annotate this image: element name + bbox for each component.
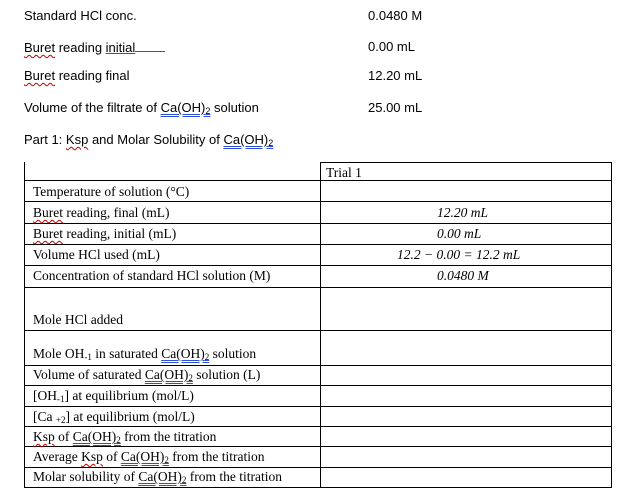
row-line — [24, 446, 611, 447]
filtrate-label-pre: Volume of the filtrate of — [24, 100, 161, 115]
row-line — [24, 265, 611, 266]
buret-word: Buret — [33, 205, 63, 220]
part-heading — [24, 132, 273, 148]
row-volume-saturated-label — [33, 367, 260, 383]
filtrate-label — [24, 100, 259, 116]
row-volume-hcl-label: Volume HCl used (mL) — [33, 247, 160, 262]
chem-sub: 2 — [268, 138, 274, 148]
row-line — [24, 365, 611, 366]
buret-final-value: 12.20 mL — [368, 68, 423, 83]
table-divider — [320, 162, 321, 488]
buret-final-label — [24, 68, 130, 83]
row-oh-equilibrium-label — [33, 388, 194, 404]
row-mole-hcl-label: Mole HCl added — [33, 312, 123, 327]
oh-eq-pre: [OH — [33, 388, 57, 403]
chem-text: Ca(OH) — [144, 367, 189, 382]
row-average-ksp-label — [33, 449, 264, 465]
part-label-mid: and Molar Solubility of — [88, 132, 224, 147]
filtrate-label-post: solution — [210, 100, 259, 115]
ksp-word: Ksp — [65, 132, 89, 147]
chem-text: Ca(OH) — [138, 469, 182, 484]
chem-sub: 2 — [188, 373, 193, 383]
chem-text: Ca(OH) — [161, 346, 205, 361]
row-line — [24, 201, 611, 202]
charge-sub: +2 — [55, 415, 66, 425]
table-bottom — [24, 487, 611, 488]
chem-formula — [145, 367, 193, 382]
std-hcl-label: Standard HCl conc. — [24, 8, 137, 23]
vol-sat-pre: Volume of saturated — [33, 367, 145, 382]
row-line — [24, 244, 611, 245]
row-line — [24, 330, 611, 331]
chem-formula — [161, 100, 211, 115]
chem-formula — [73, 429, 121, 444]
chem-sub: 2 — [204, 352, 210, 362]
row-ksp-label — [33, 429, 216, 445]
avg-ksp-mid: of — [102, 449, 121, 464]
molar-sol-post: from the titration — [186, 469, 282, 484]
row-line — [24, 426, 611, 427]
chem-text: Ca(OH) — [160, 100, 206, 115]
buret-initial-value: 0.00 mL — [368, 39, 415, 54]
buret-final-label-rest: reading, final (mL) — [63, 205, 170, 220]
chem-sub: 2 — [164, 455, 169, 465]
ksp-word: Ksp — [33, 429, 55, 444]
initial-word: initial — [105, 40, 136, 55]
chem-formula — [138, 469, 186, 484]
avg-ksp-post: from the titration — [168, 449, 265, 464]
chem-formula — [223, 132, 273, 147]
row-line — [24, 467, 611, 468]
row-mole-oh-label — [33, 346, 256, 362]
avg-ksp-pre: Average — [33, 449, 82, 464]
mole-oh-mid: in saturated — [91, 346, 162, 361]
buret-initial-label-rest: reading — [55, 40, 106, 55]
ca-eq-post: ] at equilibrium (mol/L) — [65, 409, 195, 424]
ca-eq-pre: [Ca — [33, 409, 56, 424]
molar-sol-pre: Molar solubility of — [33, 469, 139, 484]
oh-eq-post: ] at equilibrium (mol/L) — [64, 388, 194, 403]
filtrate-value: 25.00 mL — [368, 100, 423, 115]
ksp-mid: of — [54, 429, 73, 444]
row-buret-final-value: 12.20 mL — [437, 205, 489, 220]
row-ca-equilibrium-label — [33, 409, 195, 425]
buret-initial-label-rest: reading, initial (mL) — [63, 226, 177, 241]
row-buret-initial-label — [33, 226, 176, 242]
chem-formula — [121, 449, 169, 464]
row-line — [24, 223, 611, 224]
row-concentration-label: Concentration of standard HCl solution (M) — [33, 268, 271, 283]
chem-sub: 2 — [205, 106, 211, 116]
mole-oh-pre: Mole OH — [33, 346, 85, 361]
table-top-right — [320, 162, 611, 163]
buret-word: Buret — [24, 68, 56, 83]
charge-sub: -1 — [84, 352, 92, 362]
buret-word: Buret — [33, 226, 63, 241]
part-label-pre: Part 1: — [24, 132, 66, 147]
std-hcl-value: 0.0480 M — [368, 8, 423, 23]
buret-initial-label — [24, 39, 165, 55]
row-line — [24, 385, 611, 386]
table-border-left — [24, 162, 25, 488]
buret-final-label-rest: reading final — [55, 68, 130, 83]
row-concentration-value: 0.0480 M — [437, 268, 489, 283]
blank-underline — [135, 39, 165, 52]
row-buret-final-label — [33, 205, 169, 221]
row-temperature-label: Temperature of solution (°C) — [33, 184, 190, 199]
row-buret-initial-value: 0.00 mL — [437, 226, 482, 241]
mole-oh-post: solution — [209, 346, 257, 361]
row-line — [24, 180, 611, 181]
row-line — [24, 287, 611, 288]
chem-sub: 2 — [181, 475, 187, 485]
trial-header: Trial 1 — [326, 165, 362, 180]
chem-formula — [161, 346, 209, 361]
row-volume-hcl-value: 12.2 − 0.00 = 12.2 mL — [397, 247, 521, 262]
buret-word: Buret — [24, 40, 56, 55]
chem-text: Ca(OH) — [72, 429, 117, 444]
row-line — [24, 406, 611, 407]
vol-sat-post: solution (L) — [192, 367, 261, 382]
chem-text: Ca(OH) — [223, 132, 269, 147]
ksp-post: from the titration — [120, 429, 217, 444]
ksp-word: Ksp — [81, 449, 103, 464]
chem-text: Ca(OH) — [120, 449, 165, 464]
charge-sub: -1 — [57, 394, 65, 404]
row-molar-solubility-label — [33, 469, 282, 485]
chem-sub: 2 — [116, 435, 121, 445]
table-border-right — [611, 162, 612, 488]
